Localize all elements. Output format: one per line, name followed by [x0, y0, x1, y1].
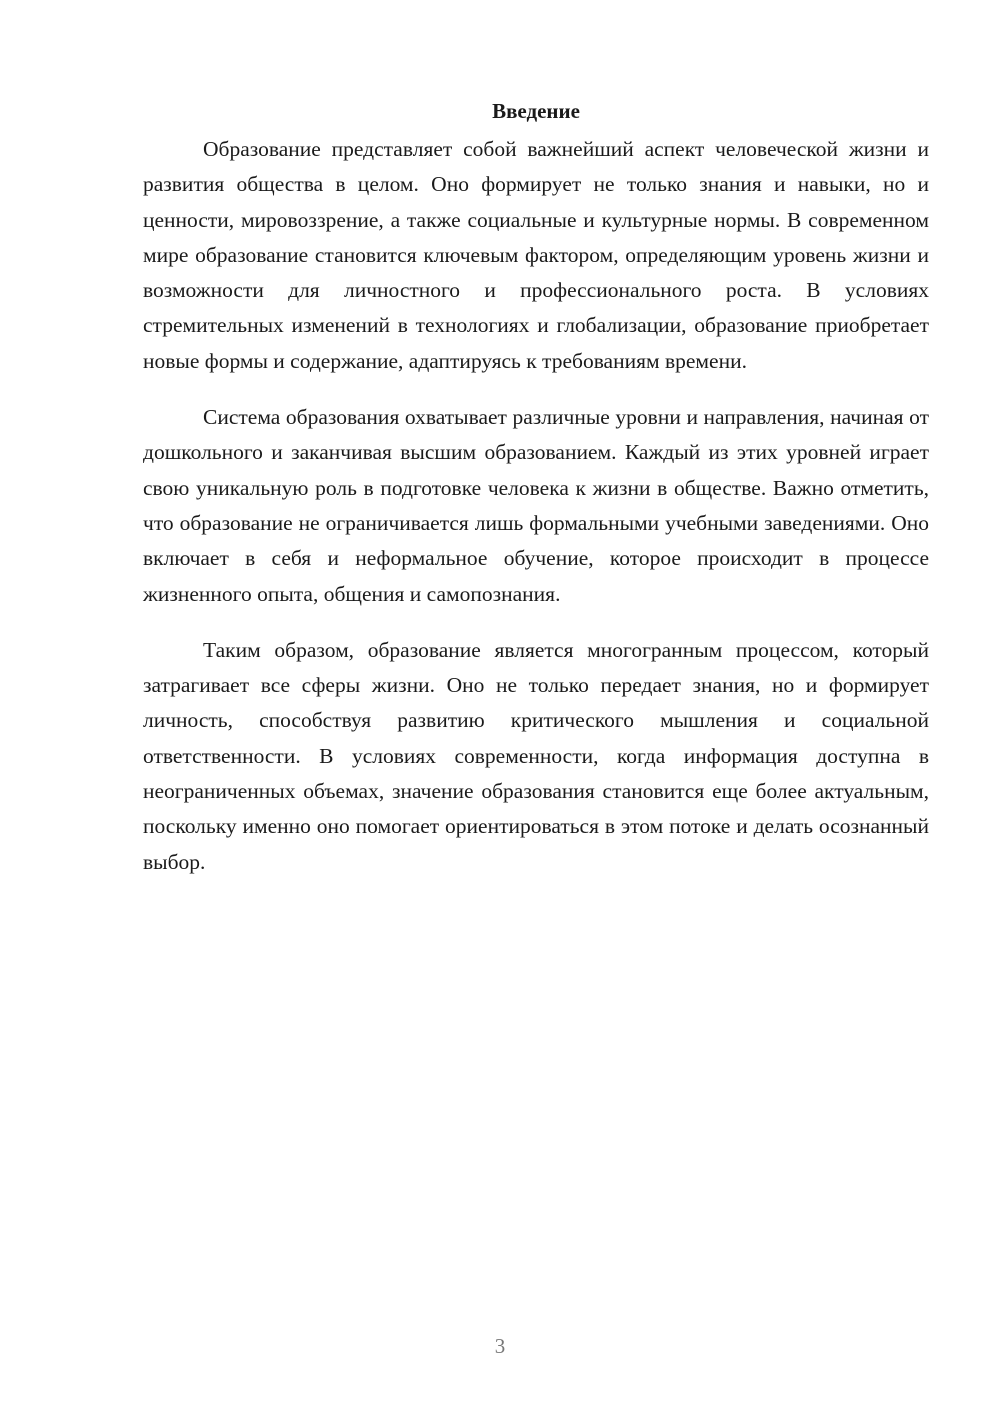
paragraph-3: Таким образом, образование является многогранным процессом, который затрагивает все сферы жизни. Оно не только передает знания, но и формирует личность, способствуя развитию критического мышления и социальной ответственности. В условиях современности, когда информация доступна в неограниченных объемах, значение образования становится еще более актуальным, поскольку именно оно помогает ориентироваться в этом потоке и делать осознанный выбор.	[143, 637, 929, 874]
paragraph-2: Система образования охватывает различные уровни и направления, начиная от дошкольного и заканчивая высшим образованием. Каждый из этих уровней играет свою уникальную роль в подготовке человека к жизни в обществе. Важно отметить, что образование не ограничивается лишь формальными учебными заведениями. Оно включает в себя и неформальное обучение, которое происходит в процессе жизненного опыта, общения и самопознания.	[143, 405, 929, 606]
page-content	[143, 96, 929, 901]
paragraph-1: Образование представляет собой важнейший аспект человеческой жизни и развития общества в целом. Оно формирует не только знания и навыки, но и ценности, мировоззрение, а также социальные и культурные нормы. В современном мире образование становится ключевым фактором, определяющим уровень жизни и возможности для личностного и профессионального роста. В условиях стремительных изменений в технологиях и глобализации, образование приобретает новые формы и содержание, адаптируясь к требованиям времени.	[143, 137, 929, 373]
page-number: 3	[494, 1334, 506, 1358]
section-heading: Введение	[492, 99, 580, 123]
